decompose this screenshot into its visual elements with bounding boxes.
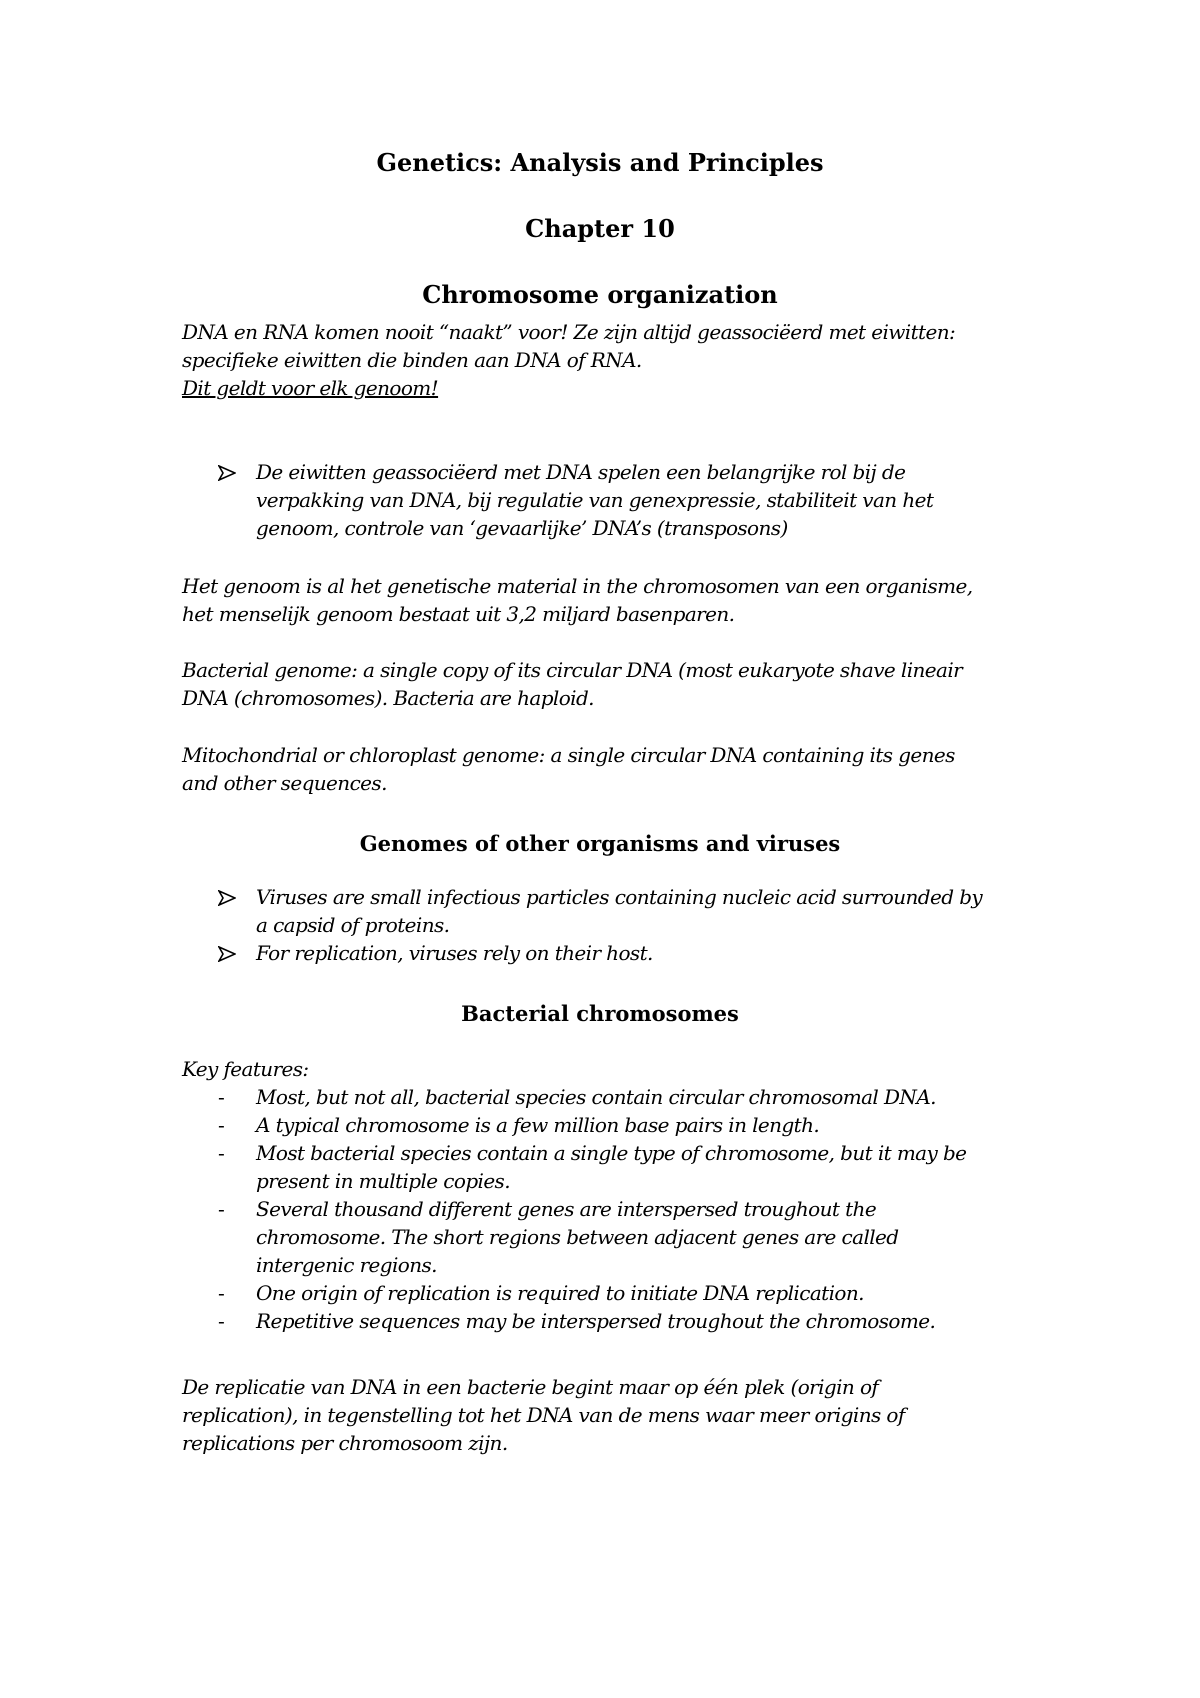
text-line: specifieke eiwitten die binden aan DNA of RNA. bbox=[182, 348, 642, 372]
text-line: One origin of replication is required to initiate DNA replication. bbox=[256, 1281, 864, 1305]
text-line: Most bacterial species contain a single type of chromosome, but it may be bbox=[256, 1141, 967, 1165]
list-item bbox=[182, 1279, 1062, 1307]
text-line: For replication, viruses rely on their host. bbox=[256, 941, 653, 965]
text-line: het menselijk genoom bestaat uit 3,2 miljard basenparen. bbox=[182, 602, 735, 626]
text-line: intergenic regions. bbox=[256, 1253, 437, 1277]
emphasis-line: Dit geldt voor elk genoom! bbox=[182, 376, 439, 400]
paragraph-replication bbox=[182, 1373, 1062, 1457]
text-line: DNA (chromosomes). Bacteria are haploid. bbox=[182, 686, 594, 710]
list-item bbox=[182, 1083, 1062, 1111]
text-line: replications per chromosoom zijn. bbox=[182, 1431, 508, 1455]
list-item bbox=[182, 458, 1062, 542]
arrow-bullet-icon bbox=[218, 883, 238, 911]
text-line: De replicatie van DNA in een bacterie begint maar op één plek (origin of bbox=[182, 1375, 879, 1399]
dash-marker: - bbox=[218, 1113, 225, 1137]
document-title: Genetics: Analysis and Principles bbox=[376, 148, 824, 177]
chapter-title: Chromosome organization bbox=[422, 280, 778, 309]
paragraph-genome bbox=[182, 572, 1062, 628]
list-item bbox=[182, 939, 1062, 967]
text-line: Bacterial genome: a single copy of its circular DNA (most eukaryote shave lineair bbox=[182, 658, 963, 682]
text-line: Mitochondrial or chloroplast genome: a single circular DNA containing its genes bbox=[182, 743, 955, 767]
text-line: chromosome. The short regions between adjacent genes are called bbox=[256, 1225, 899, 1249]
text-line: Most, but not all, bacterial species contain circular chromosomal DNA. bbox=[256, 1085, 936, 1109]
dash-marker: - bbox=[218, 1309, 225, 1333]
text-line: Repetitive sequences may be interspersed troughout the chromosome. bbox=[256, 1309, 936, 1333]
text-line: Several thousand different genes are interspersed troughout the bbox=[256, 1197, 877, 1221]
text-line: present in multiple copies. bbox=[256, 1169, 510, 1193]
text-line: De eiwitten geassociëerd met DNA spelen een belangrijke rol bij de bbox=[256, 460, 906, 484]
paragraph-mitochondrial-genome bbox=[182, 741, 1062, 797]
bullet-list-viruses bbox=[182, 883, 1062, 967]
arrow-bullet-icon bbox=[218, 939, 238, 967]
list-item bbox=[182, 1307, 1062, 1335]
paragraph-bacterial-genome bbox=[182, 656, 1062, 712]
section-heading-viruses: Genomes of other organisms and viruses bbox=[359, 831, 841, 856]
key-features-label: Key features: bbox=[182, 1057, 309, 1081]
list-item bbox=[182, 883, 1062, 939]
text-line: DNA en RNA komen nooit “naakt” voor! Ze zijn altijd geassociëerd met eiwitten: bbox=[182, 320, 956, 344]
section-heading-bacterial-chromosomes: Bacterial chromosomes bbox=[461, 1001, 739, 1026]
text-line: genoom, controle van ‘gevaarlijke’ DNA’s (transposons) bbox=[256, 516, 788, 540]
key-features-block bbox=[182, 1055, 1062, 1335]
list-item bbox=[182, 1195, 1062, 1279]
list-item bbox=[182, 1139, 1062, 1195]
text-line: Viruses are small infectious particles containing nucleic acid surrounded by bbox=[256, 885, 983, 909]
text-line: Het genoom is al het genetische material in the chromosomen van een organisme, bbox=[182, 574, 973, 598]
dash-marker: - bbox=[218, 1197, 225, 1221]
text-line: and other sequences. bbox=[182, 771, 387, 795]
dash-marker: - bbox=[218, 1281, 225, 1305]
intro-paragraph bbox=[182, 318, 1062, 402]
arrow-bullet-icon bbox=[218, 458, 238, 486]
text-line: verpakking van DNA, bij regulatie van genexpressie, stabiliteit van het bbox=[256, 488, 934, 512]
list-item bbox=[182, 1111, 1062, 1139]
bullet-list-proteins bbox=[182, 458, 1062, 542]
text-line: replication), in tegenstelling tot het DNA van de mens waar meer origins of bbox=[182, 1403, 905, 1427]
dash-marker: - bbox=[218, 1141, 225, 1165]
dash-marker: - bbox=[218, 1085, 225, 1109]
text-line: a capsid of proteins. bbox=[256, 913, 450, 937]
text-line: A typical chromosome is a few million base pairs in length. bbox=[256, 1113, 820, 1137]
chapter-number: Chapter 10 bbox=[525, 214, 675, 243]
